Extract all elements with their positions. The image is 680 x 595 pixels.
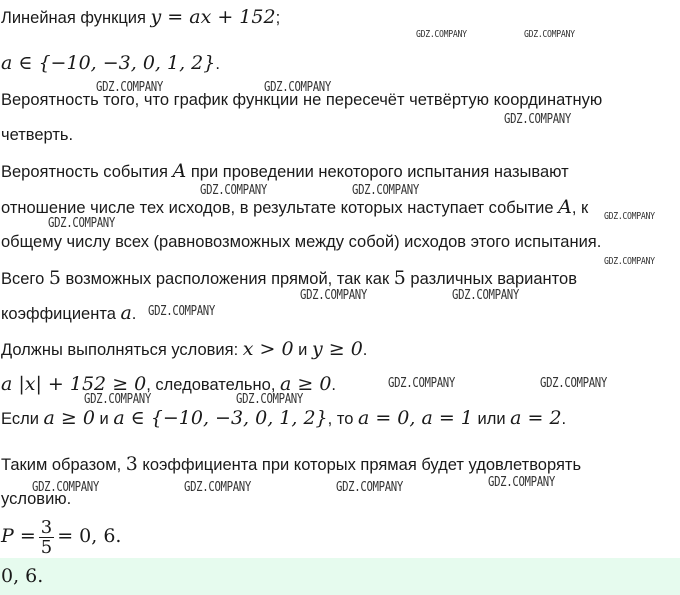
answer-box bbox=[0, 558, 680, 595]
watermark: GDZ.COMPANY bbox=[416, 29, 467, 40]
watermark: GDZ.COMPANY bbox=[540, 376, 607, 391]
watermark: GDZ.COMPANY bbox=[84, 392, 151, 407]
text: , следовательно, bbox=[146, 376, 280, 394]
watermark: GDZ.COMPANY bbox=[336, 480, 403, 495]
punct: . bbox=[561, 410, 567, 428]
denominator: 5 bbox=[40, 536, 53, 558]
text: различных вариантов bbox=[405, 270, 577, 288]
set-formula: a ∈ {−10, −3, 0, 1, 2} bbox=[1, 52, 216, 74]
question-line-2 bbox=[1, 124, 73, 146]
watermark: GDZ.COMPANY bbox=[524, 29, 575, 40]
number: 5 bbox=[48, 267, 61, 289]
event-var: A bbox=[172, 160, 187, 182]
watermark: GDZ.COMPANY bbox=[452, 288, 519, 303]
watermark: GDZ.COMPANY bbox=[604, 256, 655, 267]
conditions-line bbox=[1, 338, 367, 361]
watermark: GDZ.COMPANY bbox=[184, 480, 251, 495]
formula: a ≥ 0 bbox=[43, 407, 95, 429]
text: условию. bbox=[1, 490, 72, 508]
text: Если bbox=[1, 410, 44, 428]
formula: a ≥ 0 bbox=[280, 373, 332, 395]
watermark: GDZ.COMPANY bbox=[96, 80, 163, 95]
text: Должны выполняться условия: bbox=[1, 341, 243, 359]
function-statement bbox=[1, 6, 280, 29]
coefficient-set bbox=[1, 52, 220, 75]
formula: x > 0 bbox=[242, 338, 294, 360]
watermark: GDZ.COMPANY bbox=[32, 480, 99, 495]
text: коэффициента bbox=[1, 305, 121, 323]
punct: . bbox=[331, 376, 337, 394]
punct: ; bbox=[275, 9, 281, 27]
formula: a |x| + 152 ≥ 0 bbox=[1, 373, 147, 395]
watermark: GDZ.COMPANY bbox=[236, 392, 303, 407]
text: или bbox=[472, 410, 511, 428]
watermark: GDZ.COMPANY bbox=[604, 211, 655, 222]
count-line-1 bbox=[1, 267, 577, 290]
prob-rhs: = 0, 6. bbox=[57, 525, 122, 547]
watermark: GDZ.COMPANY bbox=[148, 304, 215, 319]
answer-value: 0, 6. bbox=[1, 565, 44, 587]
count-line-2 bbox=[1, 302, 136, 325]
formula: a = 2 bbox=[510, 407, 562, 429]
event-var: A bbox=[558, 196, 572, 218]
watermark: GDZ.COMPANY bbox=[200, 183, 267, 198]
text: и bbox=[94, 410, 114, 428]
watermark: GDZ.COMPANY bbox=[488, 475, 555, 490]
number: 3 bbox=[125, 453, 138, 475]
formula: a = 0, a = 1 bbox=[357, 407, 473, 429]
text: и bbox=[293, 341, 312, 359]
watermark: GDZ.COMPANY bbox=[352, 183, 419, 198]
text: отношение числе тех исходов, в результате которых наступает событие bbox=[1, 199, 559, 217]
text: коэффициента при которых прямая будет удовлетворять bbox=[137, 456, 582, 474]
probability-formula bbox=[1, 516, 121, 558]
text: , то bbox=[327, 410, 358, 428]
values-line bbox=[1, 407, 566, 430]
definition-line-1 bbox=[1, 160, 569, 183]
formula: a ∈ {−10, −3, 0, 1, 2} bbox=[113, 407, 328, 429]
punct: . bbox=[215, 55, 220, 73]
text: при проведении некоторого испытания называют bbox=[186, 163, 569, 181]
definition-line-3 bbox=[1, 231, 601, 253]
watermark: GDZ.COMPANY bbox=[504, 112, 571, 127]
watermark: GDZ.COMPANY bbox=[300, 288, 367, 303]
number: 5 bbox=[393, 267, 406, 289]
text: возможных расположения прямой, так как bbox=[60, 270, 394, 288]
function-formula: y = ax + 152 bbox=[150, 6, 276, 28]
fraction bbox=[39, 518, 54, 558]
text: Таким образом, bbox=[1, 456, 126, 474]
prob-lhs: P = bbox=[1, 525, 36, 547]
text: , к bbox=[571, 199, 589, 217]
punct: . bbox=[131, 305, 137, 323]
text: общему числу всех (равновозможных между собой) исходов этого испытания. bbox=[1, 233, 602, 251]
text: Линейная функция bbox=[1, 9, 151, 27]
text: четверть. bbox=[1, 126, 74, 144]
numerator: 3 bbox=[40, 516, 53, 538]
text: Вероятность того, что график функции не пересечёт четвёртую координатную bbox=[1, 91, 603, 109]
conclusion-line-1 bbox=[1, 453, 581, 476]
watermark: GDZ.COMPANY bbox=[264, 80, 331, 95]
watermark: GDZ.COMPANY bbox=[48, 216, 115, 231]
punct: . bbox=[362, 341, 368, 359]
formula: y ≥ 0 bbox=[311, 338, 363, 360]
text: Всего bbox=[1, 270, 49, 288]
text: Вероятность события bbox=[1, 163, 173, 181]
var: a bbox=[120, 302, 132, 324]
watermark: GDZ.COMPANY bbox=[388, 376, 455, 391]
